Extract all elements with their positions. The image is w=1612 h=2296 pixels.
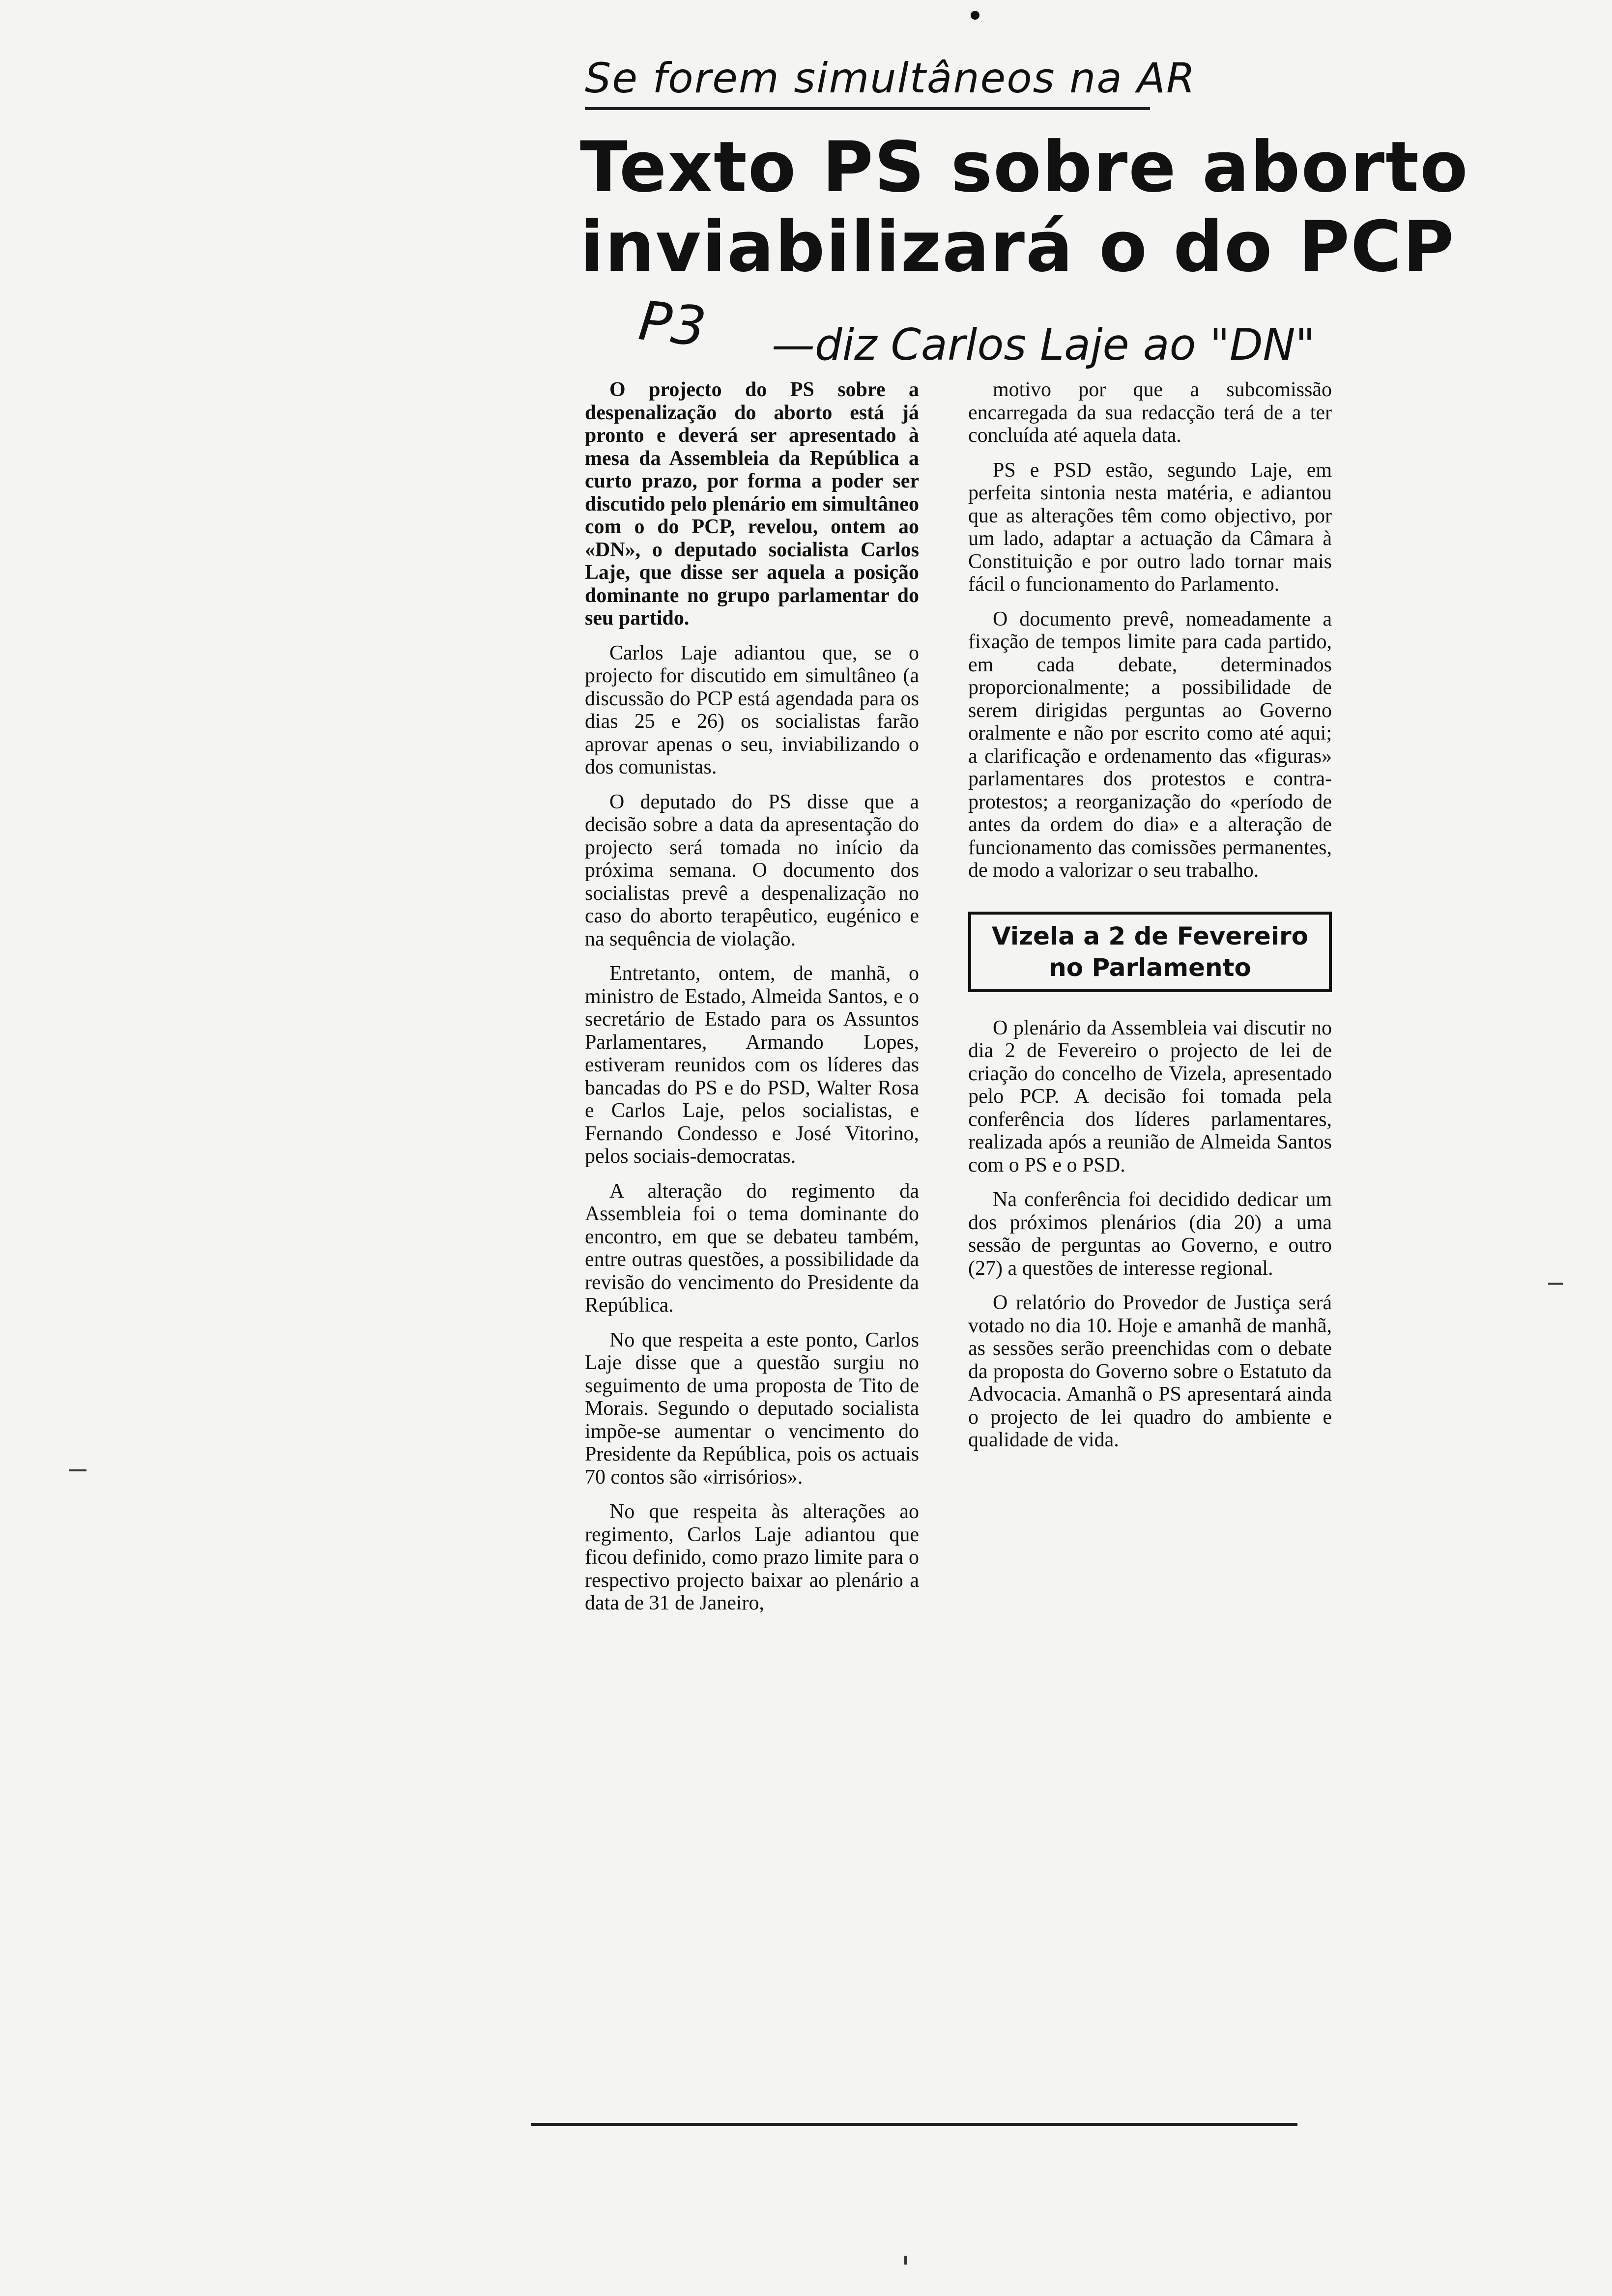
paragraph: No que respeita às alterações ao regimento, Carlos Laje adiantou que ficou definido, como prazo limite para o respectivo projecto baixar ao plenário a data de 31 de Janeiro, (585, 1500, 919, 1614)
newspaper-clipping (531, 34, 1469, 2148)
paragraph: O documento prevê, nomeadamente a fixação de tempos limite para cada partido, em cada debate, determinados proporcionalmente; a possibilidade de serem dirigidas perguntas ao Governo oralmente e não por escrito como até aqui; a clarificação e ordenamento das «figuras» parlamentares dos protestos e contra-protestos; a reorganização do «período de antes da ordem do dia» e a alteração de funcionamento das comissões permanentes, de modo a valorizar o seu trabalho. (968, 607, 1332, 882)
kicker: Se forem simultâneos na AR (585, 54, 1196, 102)
left-column (585, 378, 919, 1627)
subheading-line-1: Vizela a 2 de Fevereiro (992, 921, 1308, 950)
kicker-rule (585, 107, 1150, 110)
headline-line-2: inviabilizará o do PCP (580, 206, 1455, 287)
byline: —diz Carlos Laje ao "DN" (772, 319, 1315, 370)
headline (580, 127, 1469, 287)
paragraph: PS e PSD estão, segundo Laje, em perfeita sintonia nesta matéria, e adiantou que as alterações têm como objectivo, por um lado, adaptar a actuação da Câmara à Constituição e por outro lado tornar mais fácil o funcionamento do Parlamento. (968, 459, 1332, 596)
ink-dot (971, 11, 979, 20)
bottom-rule (531, 2123, 1297, 2126)
paragraph: O relatório do Provedor de Justiça será votado no dia 10. Hoje e amanhã de manhã, as sessões serão preenchidas com o debate da proposta do Governo sobre o Estatuto da Advocacia. Amanhã o PS apresentará ainda o projecto de lei quadro do ambiente e qualidade de vida. (968, 1292, 1332, 1451)
right-column (968, 378, 1332, 1464)
handwritten-mark: P3 (635, 289, 709, 359)
paragraph: O projecto do PS sobre a despenalização do aborto está já pronto e deverá ser apresentado à mesa da Assembleia da República a curto prazo, por forma a poder ser discutido pelo plenário em simultâneo com o do PCP, revelou, ontem ao «DN», o deputado socialista Carlos Laje, que disse ser aquela a posição dominante no grupo parlamentar do seu partido. (585, 378, 919, 630)
paragraph: O deputado do PS disse que a decisão sobre a data da apresentação do projecto será tomada no início da próxima semana. O documento dos socialistas prevê a despenalização no caso do aborto terapêutico, eugénico e na sequência de violação. (585, 790, 919, 950)
paragraph: motivo por que a subcomissão encarregada da sua redacção terá de a ter concluída até aquela data. (968, 378, 1332, 447)
subheading-box (968, 912, 1332, 992)
scan-speck (1548, 1283, 1563, 1285)
paragraph: O plenário da Assembleia vai discutir no dia 2 de Fevereiro o projecto de lei de criação do concelho de Vizela, apresentado pelo PCP. A decisão foi tomada pela conferência dos líderes parlamentares, realizada após a reunião de Almeida Santos com o PS e o PSD. (968, 1016, 1332, 1177)
paragraph: Na conferência foi decidido dedicar um dos próximos plenários (dia 20) a uma sessão de perguntas ao Governo, e outro (27) a questões de interesse regional. (968, 1188, 1332, 1280)
paragraph: Carlos Laje adiantou que, se o projecto for discutido em simultâneo (a discussão do PCP está agendada para os dias 25 e 26) os socialistas farão aprovar apenas o seu, inviabilizando o dos comunistas. (585, 641, 919, 778)
paragraph: No que respeita a este ponto, Carlos Laje disse que a questão surgiu no seguimento de uma proposta de Tito de Morais. Segundo o deputado socialista impõe-se aumentar o vencimento do Presidente da República, pois os actuais 70 contos são «irrisórios». (585, 1328, 919, 1489)
paragraph: Entretanto, ontem, de manhã, o ministro de Estado, Almeida Santos, e o secretário de Estado para os Assuntos Parlamentares, Armando Lopes, estiveram reunidos com os líderes das bancadas do PS e do PSD, Walter Rosa e Carlos Laje, pelos socialistas, e Fernando Condesso e José Vitorino, pelos sociais-democratas. (585, 962, 919, 1168)
scan-speck (904, 2256, 907, 2265)
subheading-line-2: no Parlamento (1049, 953, 1251, 982)
headline-line-1: Texto PS sobre aborto (580, 127, 1469, 208)
scan-speck (69, 1469, 86, 1471)
paragraph: A alteração do regimento da Assembleia foi o tema dominante do encontro, em que se debateu também, entre outras questões, a possibilidade da revisão do vencimento do Presidente da República. (585, 1179, 919, 1317)
